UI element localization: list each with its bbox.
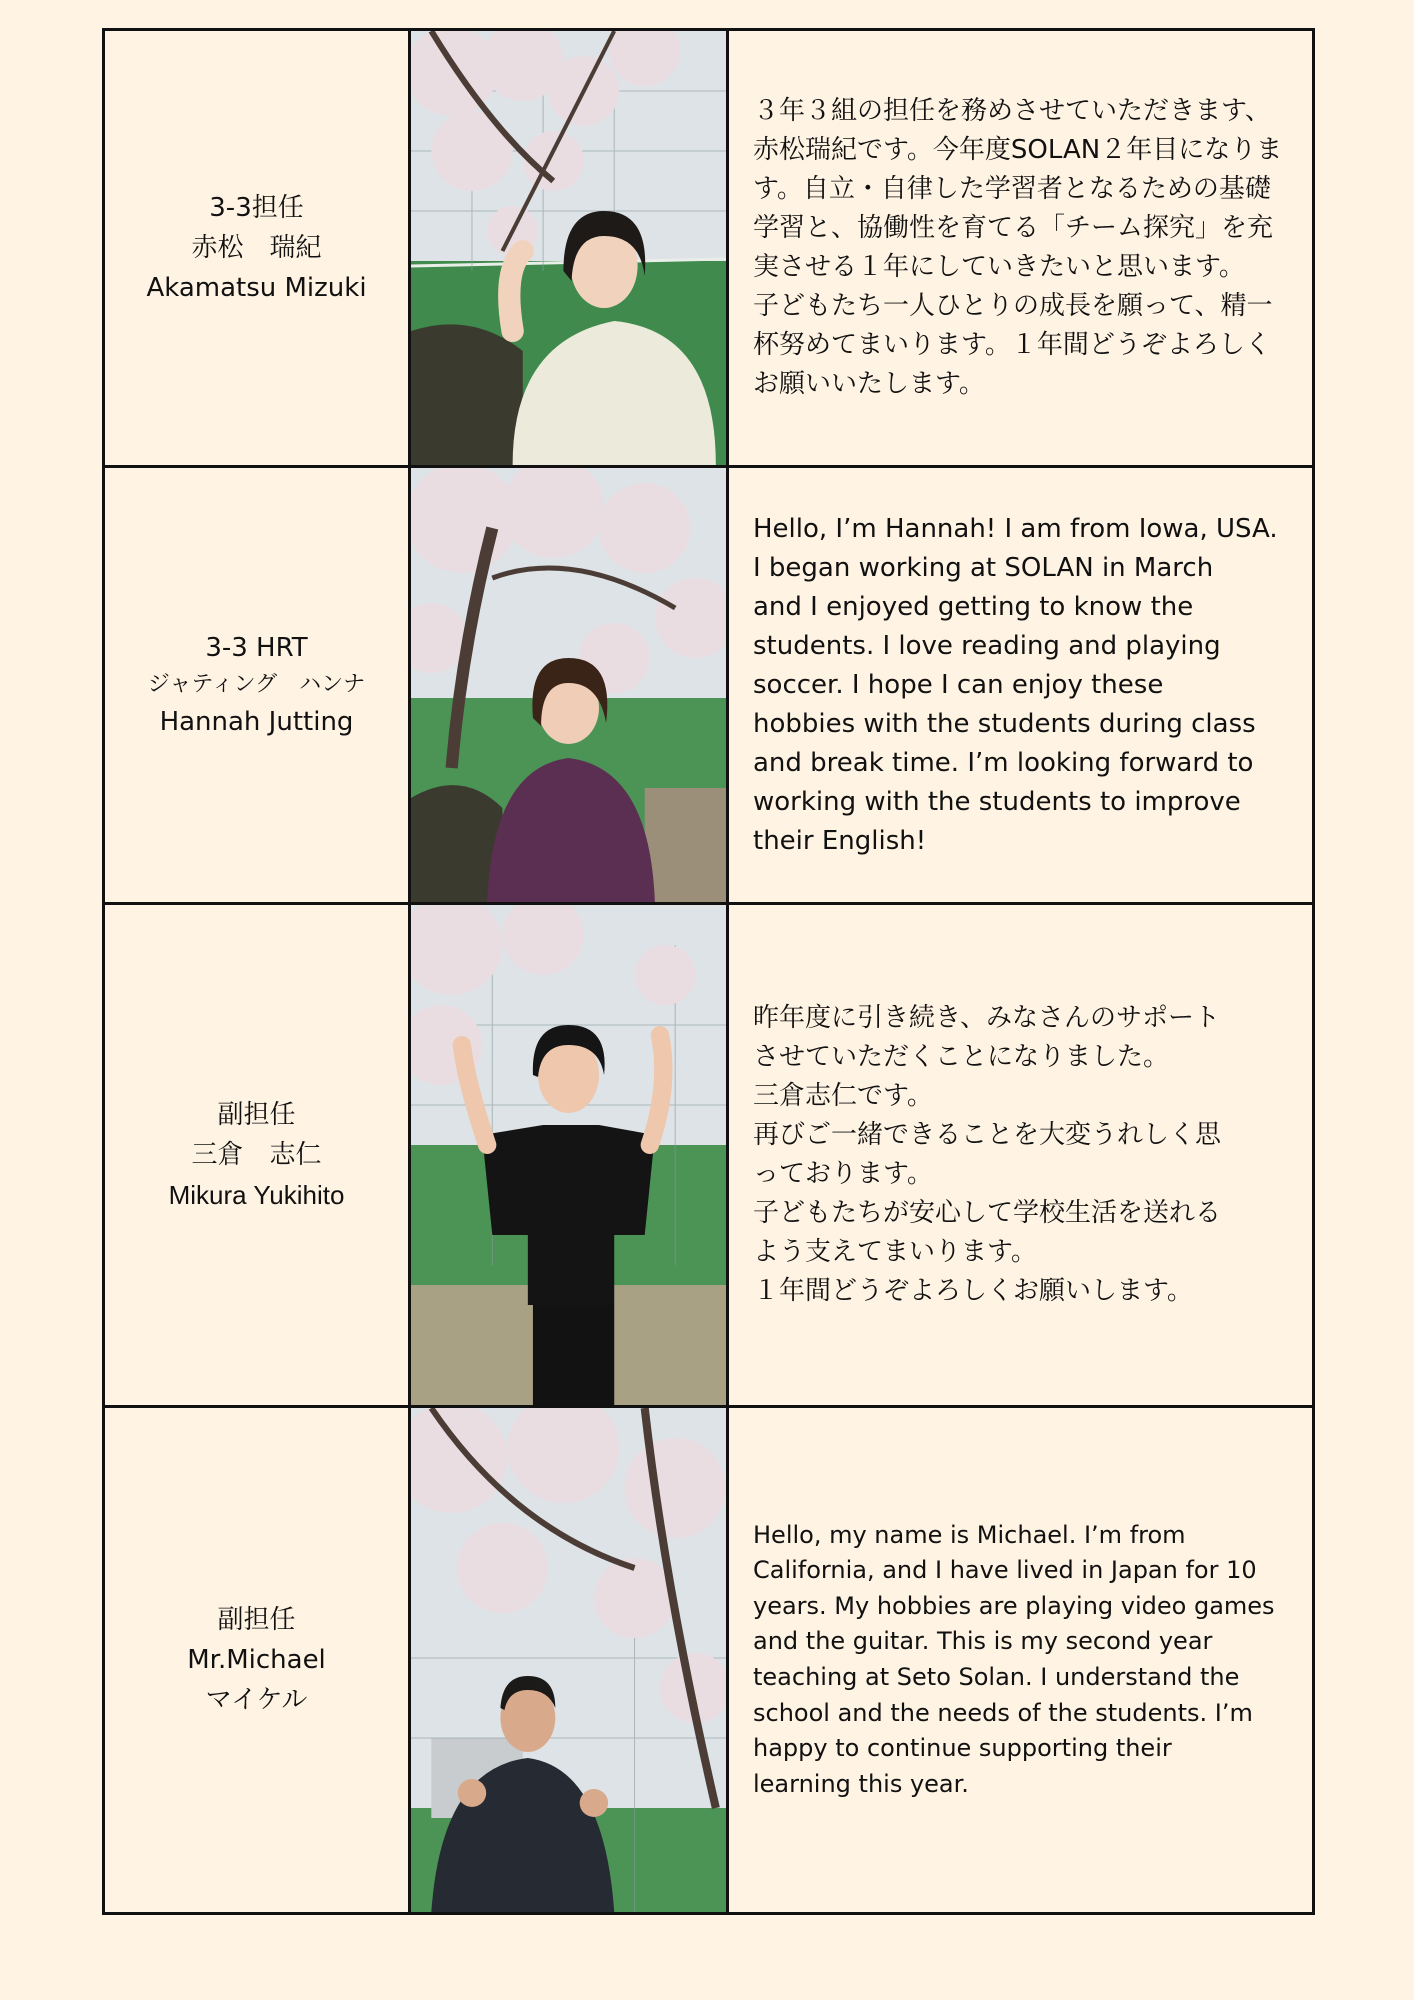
name-cell bbox=[104, 904, 410, 1407]
staff-name-ja: ジャティング ハンナ bbox=[147, 672, 366, 697]
staff-row bbox=[104, 904, 1314, 1407]
staff-role: 3-3 HRT bbox=[205, 633, 308, 663]
message-cell bbox=[728, 1407, 1314, 1914]
staff-table bbox=[102, 28, 1315, 1915]
staff-message: Hello, I’m Hannah! I am from Iowa, USA. I began working at SOLAN in March and I enjoyed getting to know the students. I love reading and playing soccer. I hope I can enjoy these hobbies with the students during class and break time. I’m looking forward to working with the students to improve their English! bbox=[753, 513, 1278, 856]
staff-name-ja: 赤松 瑞紀 bbox=[191, 233, 322, 263]
photo-image bbox=[411, 905, 726, 1405]
name-cell bbox=[104, 30, 410, 467]
photo-cell bbox=[410, 1407, 728, 1914]
staff-name-en: Akamatsu Mizuki bbox=[146, 273, 367, 303]
photo-cell bbox=[410, 467, 728, 904]
photo-image bbox=[411, 1408, 726, 1912]
staff-name-en: Mr.Michael bbox=[187, 1645, 326, 1675]
portrait-photo-mikura bbox=[411, 905, 726, 1405]
staff-row bbox=[104, 1407, 1314, 1914]
photo-image bbox=[411, 468, 726, 902]
photo-image bbox=[411, 31, 726, 465]
photo-cell bbox=[410, 30, 728, 467]
staff-message: ３年３組の担任を務めさせていただきます、 赤松瑞紀です。今年度SOLAN２年目になりま す。自立・自律した学習者となるための基礎 学習と、協働性を育てる「チーム探究」を充 実させる１年にしていきたいと思います。 子どもたち一人ひとりの成長を願って、精一 杯努めてまいります。１年間どうぞよろしく お願いいたします。 bbox=[753, 96, 1283, 399]
message-cell bbox=[728, 467, 1314, 904]
photo-cell bbox=[410, 904, 728, 1407]
name-cell bbox=[104, 1407, 410, 1914]
staff-role: 副担任 bbox=[217, 1605, 296, 1635]
portrait-photo-michael bbox=[411, 1408, 726, 1912]
message-cell bbox=[728, 904, 1314, 1407]
staff-role: 副担任 bbox=[217, 1100, 296, 1130]
staff-name-ja: マイケル bbox=[205, 1685, 308, 1715]
staff-name-en: Hannah Jutting bbox=[159, 707, 354, 737]
staff-name-en: Mikura Yukihito bbox=[168, 1180, 345, 1210]
staff-name-ja: 三倉 志仁 bbox=[191, 1140, 322, 1170]
staff-message: 昨年度に引き続き、みなさんのサポート させていただくことになりました。 三倉志仁です。 再びご一緒できることを大変うれしく思 っております。 子どもたちが安心して学校生活を送れる よう支えてまいります。 １年間どうぞよろしくお願いします。 bbox=[753, 1003, 1222, 1306]
portrait-photo-hannah bbox=[411, 468, 726, 902]
staff-role: 3-3担任 bbox=[209, 193, 304, 223]
message-cell bbox=[728, 30, 1314, 467]
staff-message: Hello, my name is Michael. I’m from California, and I have lived in Japan for 10 years. My hobbies are playing video games and the guitar. This is my second year teaching at Seto Solan. I understand the school and the needs of the students. I’m happy to continue supporting their learning this year. bbox=[753, 1520, 1275, 1798]
portrait-photo-akamatsu bbox=[411, 31, 726, 465]
staff-row bbox=[104, 30, 1314, 467]
staff-row bbox=[104, 467, 1314, 904]
name-cell bbox=[104, 467, 410, 904]
staff-introduction-sheet bbox=[102, 28, 1312, 1912]
